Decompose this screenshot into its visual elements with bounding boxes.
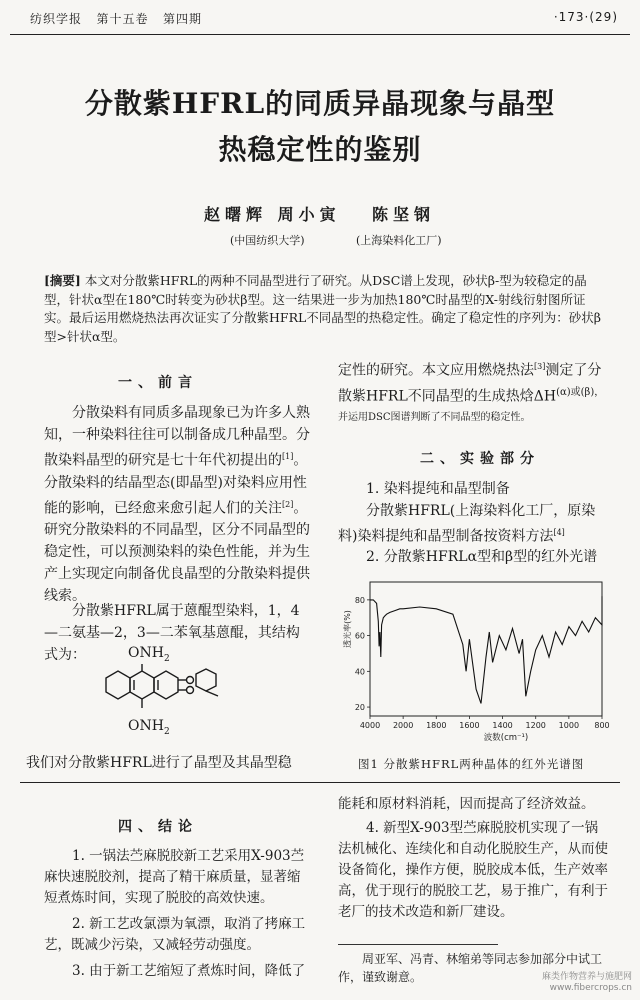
header-rule <box>10 34 630 35</box>
right-text-b: 测定了分散紫HFRL不同晶型的生成热焓ΔH <box>338 362 602 405</box>
subsection-2: 2. 分散紫HFRLα型和β型的红外光谱 <box>366 549 598 565</box>
abstract <box>44 272 604 346</box>
purification-text: 分散紫HFRL(上海染料化工厂，原染料)染料提纯和晶型制备按资料方法 <box>338 503 596 545</box>
nh2-top-text: ONH <box>128 645 164 661</box>
x-tick-label: 1400 <box>492 721 513 730</box>
x-tick-label: 1800 <box>426 721 447 730</box>
abstract-label: [摘要] <box>44 273 81 288</box>
abstract-text: 本文对分散紫HFRL的两种不同晶型进行了研究。从DSC谱上发现，砂状β-型为较稳定的晶型，针状α型在180℃时转变为砂状β型。这一结果进一步为加热180℃时晶型的X-射线衍射图所证实。最后运用燃烧热法再次证实了分散紫HFRL不同晶型的热稳定性。确定了稳定性的序列为：砂状β型>针状α型。 <box>44 273 602 344</box>
watermark <box>542 972 632 994</box>
x-tick-label: 1200 <box>525 721 546 730</box>
ref-2: [2] <box>282 499 294 509</box>
chart-series-group <box>370 596 602 703</box>
conclusion-item-1: 1. 一锅法苎麻脱胶新工艺采用X-903苎麻快速脱胶剂，提高了精干麻质量，显著缩短煮炼时间，实现了脱胶的高效快速。 <box>44 848 305 906</box>
spectrum-line-0 <box>370 596 602 703</box>
y-axis-label: 透光率(%) <box>343 610 352 648</box>
section-heading-conclusion: 四、结论 <box>118 819 198 835</box>
y-tick-label: 60 <box>354 631 365 641</box>
acknowledgement-note: 周亚军、冯青、林缩弟等同志参加部分中试工作，谨致谢意。 <box>338 952 603 984</box>
page-number: ·173·(29) <box>553 10 618 24</box>
affiliation-right: (上海染料化工厂) <box>356 234 442 247</box>
section-heading-experimental: 二、实验部分 <box>420 451 540 467</box>
ir-spectrum-chart <box>340 576 612 748</box>
journal-name: 纺织学报 <box>30 12 83 26</box>
right-text-c: (α)或(β)，并运用DSC图谱判断了不同晶型的稳定性。 <box>338 386 605 424</box>
nh2-bottom-sub: 2 <box>163 726 170 737</box>
section-divider <box>20 782 620 783</box>
journal-issue: 第四期 <box>162 12 202 26</box>
x-tick-label: 4000 <box>359 721 381 730</box>
x-axis-label: 波数(cm⁻¹) <box>483 733 529 743</box>
nh2-top-label <box>128 645 170 664</box>
plot-frame <box>370 582 602 716</box>
authors-left: 赵曙辉 周小寅 <box>204 205 341 224</box>
paper-title-line1: 分散紫HFRL的同质异晶现象与晶型 <box>84 87 556 120</box>
y-tick-label: 80 <box>354 595 365 605</box>
nh2-top-sub: 2 <box>163 653 170 664</box>
nh2-bottom-label <box>128 718 170 737</box>
right-continuation-text: 能耗和原材料消耗，因而提高了经济效益。 <box>338 796 595 812</box>
right-text-a: 定性的研究。本文应用燃烧热法 <box>338 362 534 379</box>
ref-3: [3] <box>534 362 546 371</box>
conclusion-item-3: 3. 由于新工艺缩短了煮炼时间，降低了 <box>72 963 306 979</box>
conclusion-item-2: 2. 新工艺改氯漂为氧漂，取消了拷麻工艺，既减少污染，又减轻劳动强度。 <box>44 916 306 953</box>
chemical-structure-diagram <box>96 664 226 722</box>
nh2-bottom-text: ONH <box>128 718 164 734</box>
section-heading-introduction: 一、前言 <box>118 375 198 391</box>
x-tick-label: 800 <box>594 721 610 730</box>
running-header-left <box>30 10 202 27</box>
ref-4: [4] <box>553 528 565 537</box>
intro-text-a: 分散染料有同质多晶现象已为许多人熟知，一种染料往往可以制备成几种晶型。分散染料晶型的研究是七十年代初提出的 <box>44 405 310 469</box>
watermark-line2: www.fibercrops.cn <box>549 983 632 993</box>
x-tick-label: 1000 <box>558 721 580 730</box>
conclusion-item-4: 4. 新型X-903型苎麻脱胶机实现了一锅法机械化、连续化和自动化脱胶生产，从而使设备简化，操作方便，脱胶成本低，生产效率高，优于现行的脱胶工艺，易于推广，有利于老厂的技术改造和新厂建设。 <box>338 820 608 920</box>
y-tick-label: 40 <box>354 667 365 677</box>
intro-paragraph-1 <box>44 402 310 607</box>
structure-intro-paragraph: 分散紫HFRL属于蒽醌型染料，1，4—二氨基—2，3—二苯氧基蒽醌，其结构式为： <box>44 603 300 663</box>
subsection-1: 1. 染料提纯和晶型制备 <box>366 481 510 497</box>
intro-text-c: 。研究分散染料的不同晶型，区分不同晶型的稳定性，可以预测染料的染色性能，并为生产上实现定向制备优良晶型的分散染料提供线索。 <box>44 500 310 605</box>
right-paragraph-1 <box>338 356 610 433</box>
affiliation-left: (中国纺织大学) <box>230 234 305 247</box>
journal-volume: 第十五卷 <box>96 12 149 26</box>
chart-axes <box>342 582 610 743</box>
x-tick-label: 1600 <box>459 721 480 730</box>
figure-caption: 图1 分散紫HFRL两种晶体的红外光谱图 <box>358 757 585 771</box>
paper-title-line2: 热稳定性的鉴别 <box>218 133 422 166</box>
closing-paragraph-left: 我们对分散紫HFRL进行了晶型及其晶型稳 <box>26 755 292 771</box>
intro-text-b: 。分散染料的结晶型态(即晶型)对染料应用性能的影响，已经愈来愈引起人们的关注 <box>44 452 308 517</box>
footnote-rule <box>338 944 498 945</box>
x-tick-label: 2000 <box>392 721 414 730</box>
purification-paragraph <box>338 500 610 548</box>
y-tick-label: 20 <box>354 703 365 713</box>
authors-right: 陈坚钢 <box>372 205 436 224</box>
ref-1: [1] <box>282 452 294 461</box>
watermark-line1: 麻类作物营养与施肥网 <box>541 972 632 982</box>
